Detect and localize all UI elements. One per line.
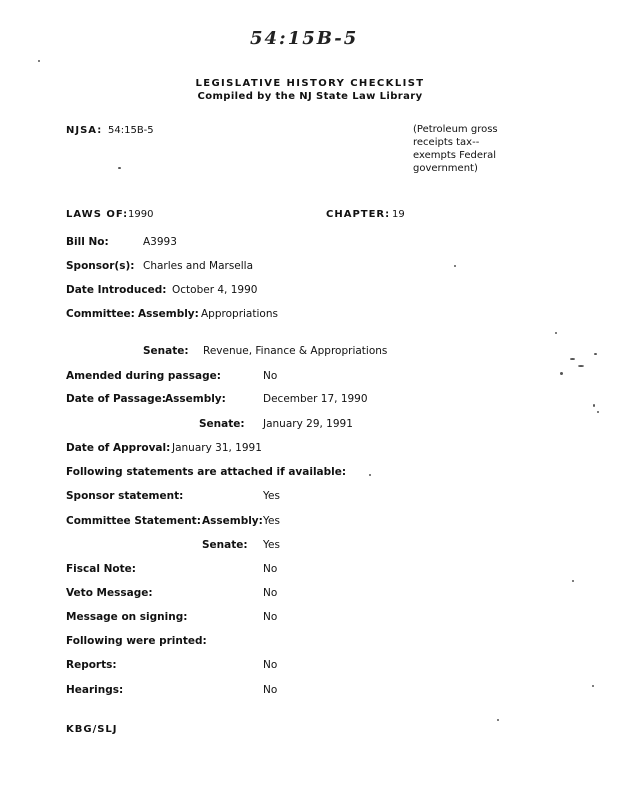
scan-speck <box>497 719 499 721</box>
scan-speck <box>454 265 456 267</box>
date-introduced-value: October 4, 1990 <box>172 284 258 296</box>
handwritten-reference: 54:15B-5 <box>250 28 359 49</box>
committee-statement-senate-label: Senate: <box>202 539 248 551</box>
passage-assembly-label: Assembly: <box>165 393 226 405</box>
sponsors-label: Sponsor(s): <box>66 260 135 272</box>
njsa-value: 54:15B-5 <box>108 125 154 136</box>
committee-label: Committee: <box>66 308 135 320</box>
scan-speck <box>118 167 121 169</box>
note-line: receipts tax-- <box>413 137 480 148</box>
scan-speck <box>578 365 584 367</box>
approval-label: Date of Approval: <box>66 442 171 454</box>
printed-heading: Following were printed: <box>66 635 207 647</box>
document-title: LEGISLATIVE HISTORY CHECKLIST <box>195 78 425 89</box>
amended-value: No <box>263 370 278 382</box>
chapter-value: 19 <box>392 209 405 220</box>
passage-assembly-value: December 17, 1990 <box>263 393 368 405</box>
laws-of-label: LAWS OF: <box>66 209 129 220</box>
message-signing-label: Message on signing: <box>66 611 188 623</box>
laws-of-value: 1990 <box>128 209 154 220</box>
committee-assembly-value: Appropriations <box>201 308 278 320</box>
message-signing-value: No <box>263 611 278 623</box>
scan-speck <box>369 474 371 476</box>
statements-heading: Following statements are attached if available: <box>66 466 347 478</box>
scan-speck <box>592 685 594 687</box>
amended-label: Amended during passage: <box>66 370 221 382</box>
veto-message-value: No <box>263 587 278 599</box>
committee-statement-label: Committee Statement: <box>66 515 201 527</box>
sponsor-statement-value: Yes <box>263 490 280 502</box>
scan-speck <box>560 372 563 375</box>
scan-speck <box>594 353 597 355</box>
bill-no-value: A3993 <box>143 236 177 248</box>
committee-statement-senate-value: Yes <box>263 539 280 551</box>
date-introduced-label: Date Introduced: <box>66 284 167 296</box>
scan-speck <box>597 411 599 413</box>
note-line: (Petroleum gross <box>413 124 498 135</box>
hearings-label: Hearings: <box>66 684 124 696</box>
scan-speck <box>555 332 557 334</box>
bill-no-label: Bill No: <box>66 236 109 248</box>
committee-assembly-label: Assembly: <box>138 308 199 320</box>
passage-label: Date of Passage: <box>66 393 166 405</box>
committee-statement-assembly-label: Assembly: <box>202 515 263 527</box>
njsa-label: NJSA: <box>66 125 103 136</box>
fiscal-note-value: No <box>263 563 278 575</box>
chapter-label: CHAPTER: <box>326 209 391 220</box>
scan-speck <box>593 404 595 407</box>
reports-value: No <box>263 659 278 671</box>
approval-value: January 31, 1991 <box>172 442 262 454</box>
veto-message-label: Veto Message: <box>66 587 153 599</box>
document-subtitle: Compiled by the NJ State Law Library <box>197 91 423 102</box>
scan-speck <box>572 580 574 582</box>
passage-senate-value: January 29, 1991 <box>263 418 353 430</box>
note-line: exempts Federal <box>413 150 497 161</box>
sponsors-value: Charles and Marsella <box>143 260 254 272</box>
initials: KBG/SLJ <box>66 724 118 735</box>
committee-statement-assembly-value: Yes <box>263 515 280 527</box>
fiscal-note-label: Fiscal Note: <box>66 563 136 575</box>
scan-speck <box>570 358 575 360</box>
passage-senate-label: Senate: <box>199 418 245 430</box>
committee-senate-value: Revenue, Finance & Appropriations <box>203 345 388 357</box>
reports-label: Reports: <box>66 659 117 671</box>
note-line: government) <box>413 163 478 174</box>
committee-senate-label: Senate: <box>143 345 189 357</box>
sponsor-statement-label: Sponsor statement: <box>66 490 184 502</box>
scan-speck <box>38 60 40 62</box>
hearings-value: No <box>263 684 278 696</box>
